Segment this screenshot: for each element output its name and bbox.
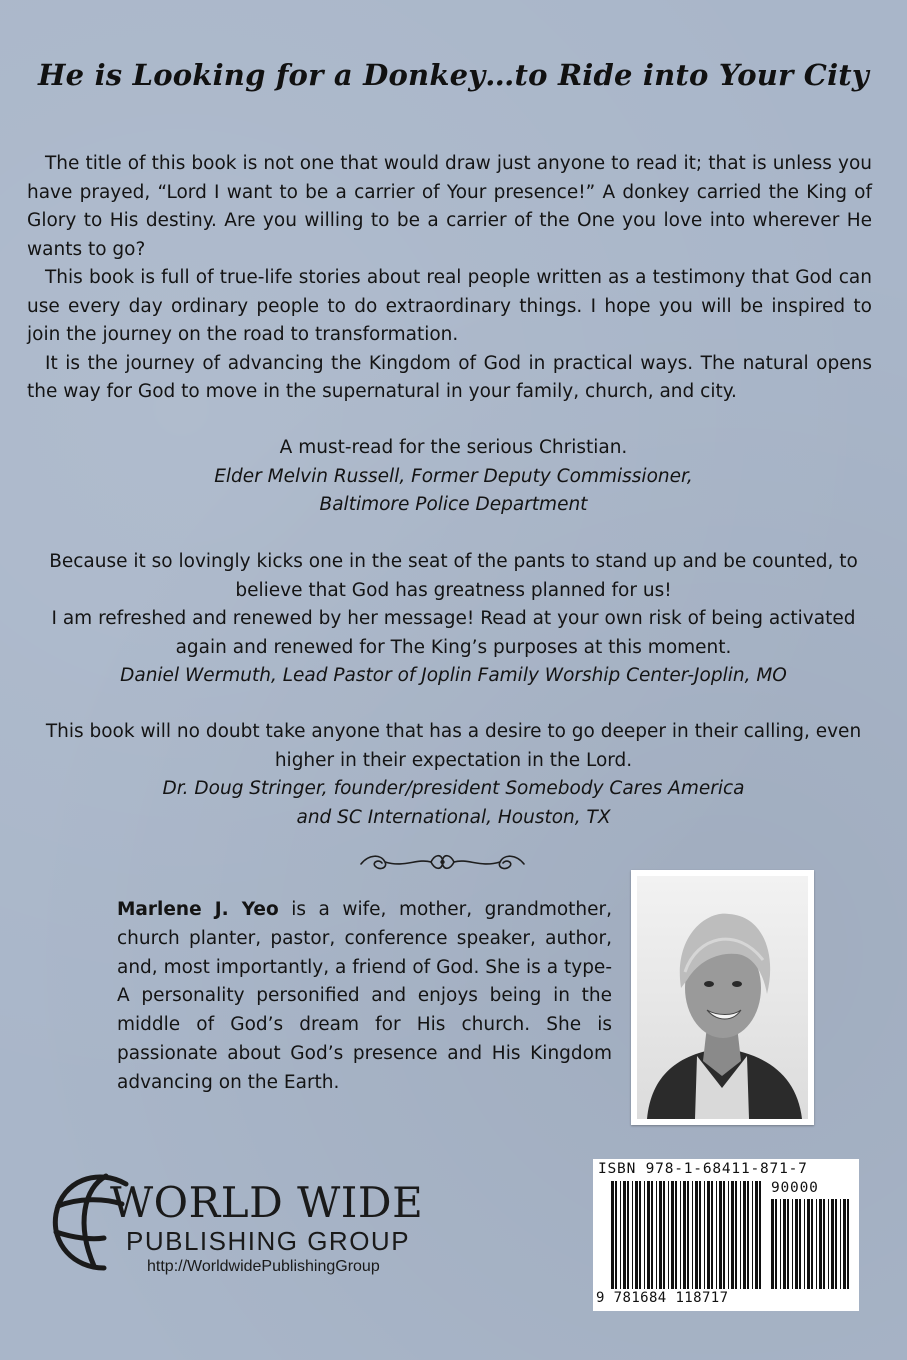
barcode-bar: [711, 1181, 713, 1289]
barcode-bar: [811, 1199, 813, 1289]
barcode-bar: [799, 1199, 801, 1289]
barcode-bar: [847, 1199, 849, 1289]
barcode-bar: [615, 1181, 617, 1289]
endorsement-quote-line: Because it so lovingly kicks one in the seat of the pants to stand up and be counted, to: [49, 551, 858, 572]
description-paragraph: It is the journey of advancing the Kingdom of God in practical ways. The natural opens the way for God to move in the supernatural in your family, church, and city.: [27, 352, 872, 402]
endorsement-quote-line: This book will no doubt take anyone that has a desire to go deeper in their calling, even: [45, 721, 862, 742]
barcode-bar: [683, 1181, 686, 1289]
barcode-bar: [695, 1181, 698, 1289]
barcode-bar: [752, 1181, 753, 1289]
barcode-bar: [775, 1199, 777, 1289]
isbn-label: ISBN 978-1-68411-871-7: [598, 1161, 808, 1177]
endorsement-quote-line: higher in their expectation in the Lord.: [274, 749, 633, 771]
author-bio: [117, 896, 612, 1098]
barcode-bar: [647, 1181, 650, 1289]
barcode-bar: [651, 1181, 653, 1289]
book-title: He is Looking for a Donkey…to Ride into Your City: [38, 58, 869, 92]
barcode-bar: [783, 1199, 786, 1289]
endorsement-attribution: and SC International, Houston, TX: [296, 806, 611, 828]
barcode-bar: [639, 1181, 641, 1289]
barcode-bar: [792, 1199, 793, 1289]
endorsement-attribution: Elder Melvin Russell, Former Deputy Commissioner,: [214, 465, 693, 487]
barcode-bar: [620, 1181, 621, 1289]
author-name: Marlene J. Yeo: [117, 899, 279, 920]
endorsement-wermuth: [20, 548, 887, 691]
barcode-bar: [680, 1181, 681, 1289]
barcode-bar: [771, 1199, 774, 1289]
endorsement-attribution: Dr. Doug Stringer, founder/president Somebody Cares America: [162, 778, 745, 799]
barcode-bar: [659, 1181, 662, 1289]
endorsement-quote-line: A must-read for the serious Christian.: [279, 437, 628, 458]
barcode-bar: [780, 1199, 781, 1289]
barcode-bar: [843, 1199, 846, 1289]
barcode-bar: [692, 1181, 693, 1289]
endorsement-quote-line: believe that God has greatness planned for us!: [235, 579, 672, 601]
barcode-bar: [611, 1181, 614, 1289]
barcode-bar: [759, 1181, 761, 1289]
barcode-bar: [828, 1199, 829, 1289]
barcode-digits: 9 781684 118717: [596, 1290, 729, 1306]
addon-code: 90000: [771, 1180, 819, 1196]
barcode-bar: [731, 1181, 734, 1289]
barcode-bar: [656, 1181, 657, 1289]
endorsement-quote-line: again and renewed for The King’s purposes at this moment.: [175, 636, 732, 658]
barcode-bar: [755, 1181, 758, 1289]
author-photo: [631, 870, 814, 1125]
barcode-bars-icon: [593, 1159, 859, 1311]
barcode-bar: [699, 1181, 701, 1289]
barcode-bar: [728, 1181, 729, 1289]
barcode-bar: [835, 1199, 837, 1289]
publisher-url: http://WorldwidePublishingGroup: [147, 1258, 380, 1275]
endorsement-attribution: Baltimore Police Department: [319, 494, 588, 515]
endorsement-attribution: Daniel Wermuth, Lead Pastor of Joplin Family Worship Center-Joplin, MO: [120, 665, 787, 686]
barcode-bar: [707, 1181, 710, 1289]
endorsement-quote-line: I am refreshed and renewed by her message! Read at your own risk of being activated: [51, 608, 856, 629]
publisher-name: WORLD WIDE: [110, 1178, 424, 1227]
barcode-bar: [687, 1181, 689, 1289]
description-paragraph: The title of this book is not one that would draw just anyone to read it; that is unless you have prayed, “Lord I want to be a carrier of Your presence!” A donkey carried the King of Glory to His destiny. Are you willing to be a carrier of the One you love into wherever He wants to go?: [27, 153, 872, 260]
author-bio-text: is a wife, mother, grandmother, church planter, pastor, conference speaker, author, and, most importantly, a friend of God. She is a type-A personality personified and enjoys being in the middle of God’s dream for His church. She is passionate about God’s presence and His Kingdom advancing on the Earth.: [117, 899, 613, 1093]
barcode-bar: [627, 1181, 629, 1289]
endorsement-russell: [20, 434, 887, 520]
barcode-bar: [819, 1199, 822, 1289]
barcode-bar: [747, 1181, 749, 1289]
barcode-bar: [623, 1181, 626, 1289]
endorsement-stringer: [20, 718, 887, 832]
barcode-bar: [675, 1181, 677, 1289]
barcode-bar: [632, 1181, 633, 1289]
barcode-bar: [840, 1199, 841, 1289]
barcode-bar: [635, 1181, 638, 1289]
barcode-bar: [804, 1199, 805, 1289]
barcode-bar: [743, 1181, 746, 1289]
barcode-bar: [716, 1181, 717, 1289]
barcode-bar: [719, 1181, 722, 1289]
book-description: [27, 150, 872, 407]
barcode-bar: [795, 1199, 798, 1289]
barcode-bar: [644, 1181, 645, 1289]
barcode-bar: [816, 1199, 817, 1289]
barcode-bar: [723, 1181, 725, 1289]
barcode-bar: [663, 1181, 665, 1289]
barcode-bar: [740, 1181, 741, 1289]
description-paragraph: This book is full of true-life stories about real people written as a testimony that God can use every day ordinary people to do extraordinary things. I hope you will be inspired to join the journey on the road to transformation.: [27, 267, 872, 345]
barcode-bar: [787, 1199, 789, 1289]
publisher-subtitle: PUBLISHING GROUP: [126, 1226, 411, 1256]
barcode-bar: [671, 1181, 674, 1289]
barcode-bar: [704, 1181, 705, 1289]
author-portrait-image: [637, 876, 808, 1119]
flourish-divider-icon: [355, 848, 530, 876]
barcode-bar: [735, 1181, 737, 1289]
barcode-bar: [807, 1199, 810, 1289]
barcode-bar: [668, 1181, 669, 1289]
barcode-bar: [823, 1199, 825, 1289]
barcode-bar: [831, 1199, 834, 1289]
isbn-barcode: [593, 1159, 859, 1311]
